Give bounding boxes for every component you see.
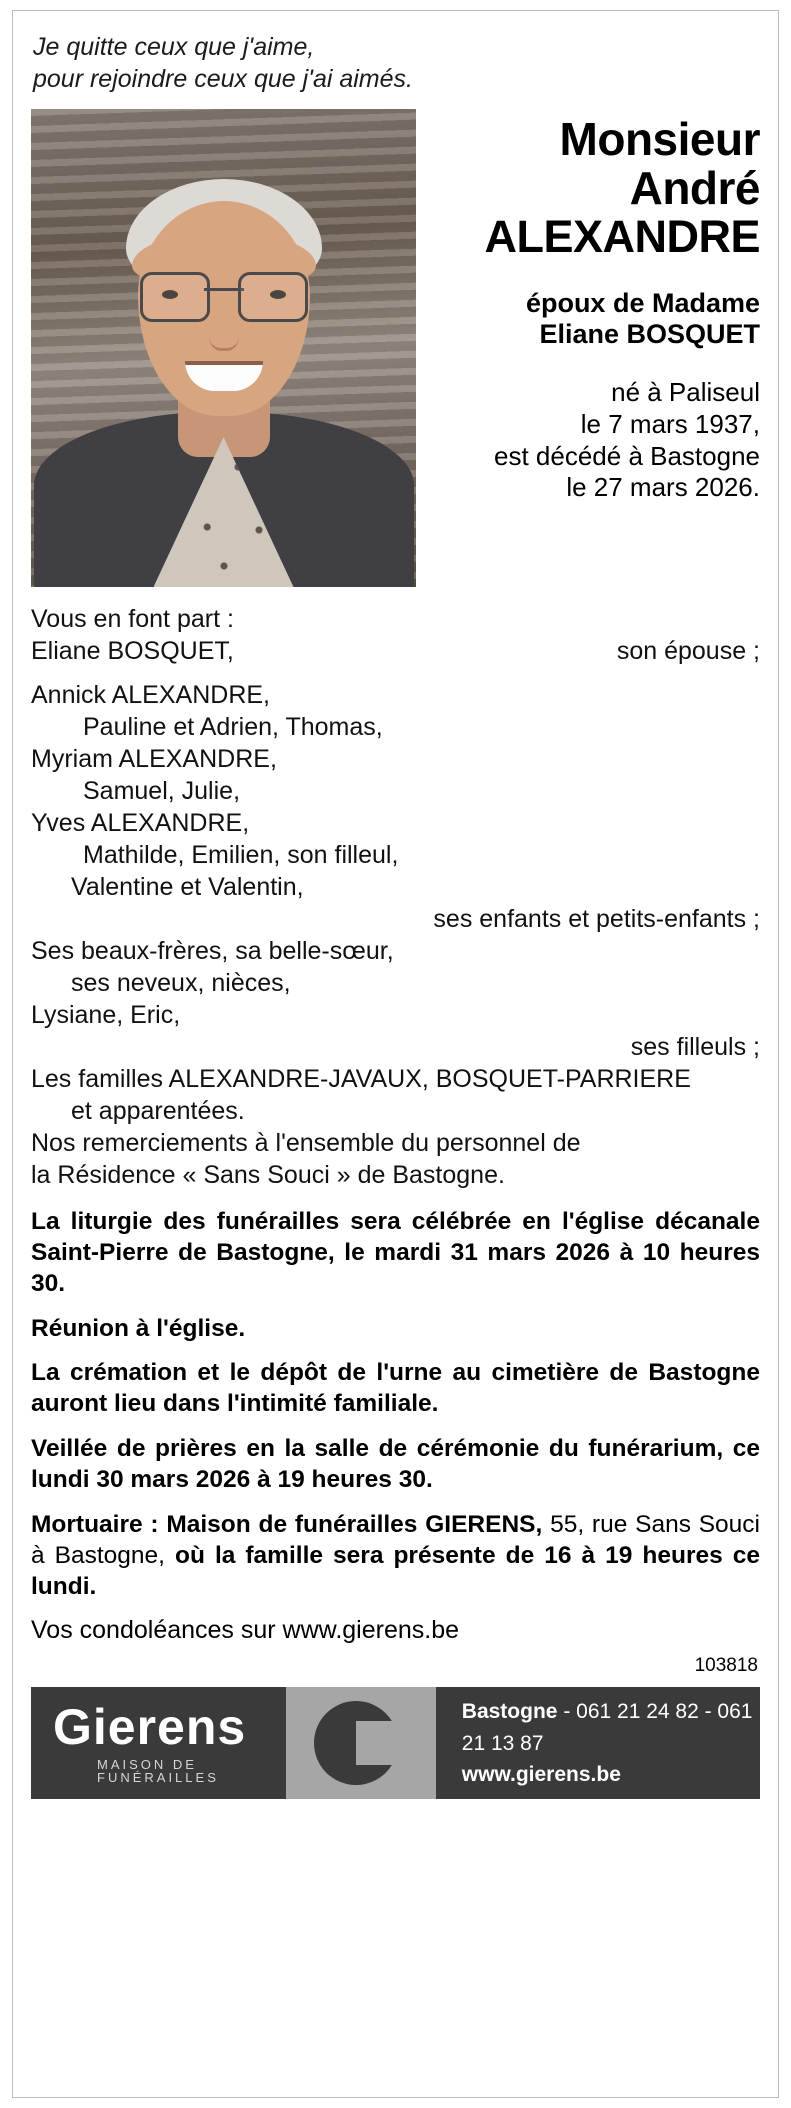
contact-city: Bastogne [461, 1700, 558, 1724]
announcement-block [31, 603, 760, 1191]
epitaph [33, 31, 760, 95]
widow-row [31, 635, 760, 667]
portrait-nose [209, 314, 239, 351]
thanks-1: Nos remerciements à l'ensemble du personnel de [31, 1129, 581, 1157]
contact-phones: - 061 21 24 82 - 061 21 13 87 [461, 1700, 753, 1755]
portrait-photo [31, 109, 416, 587]
thanks-2: la Résidence « Sans Souci » de Bastogne. [31, 1161, 505, 1189]
child-name-1: Annick ALEXANDRE, [31, 681, 270, 709]
spacer-1 [31, 667, 760, 679]
mortuary-info [31, 1510, 760, 1603]
spouse-info [430, 288, 760, 352]
meeting-info: Réunion à l'église. [31, 1314, 246, 1342]
gierens-logo [31, 1699, 268, 1786]
mortuary-address: 55, rue Sans Souci à Bastogne, [31, 1510, 761, 1569]
spouse-name: Eliane BOSQUET [539, 319, 760, 350]
gierens-emblem-icon [286, 1687, 436, 1799]
cremation-info: La crémation et le dépôt de l'urne au cimetière de Bastogne auront lieu dans l'intimité familiale. [31, 1359, 760, 1418]
deceased-name [430, 115, 760, 262]
contact-website[interactable]: www.gierens.be [461, 1763, 621, 1787]
death-date: le 27 mars 2026. [566, 472, 760, 503]
godchildren-role: ses filleuls ; [630, 1033, 760, 1061]
deceased-first-name: André [629, 162, 760, 215]
grandchildren-2: Samuel, Julie, [83, 777, 241, 805]
spouse-label: époux de Madame [525, 287, 760, 318]
mortuary-bold-first: Mortuaire : Maison de funérailles GIERENS, [31, 1510, 543, 1538]
gierens-logo-subtitle: MAISON DE FUNÉRAILLES [97, 1757, 219, 1786]
glasses-lens-left [140, 272, 210, 322]
announcement-intro: Vous en font part : [31, 605, 234, 633]
families-1: Les familles ALEXANDRE-JAVAUX, BOSQUET-PARRIERE [31, 1065, 691, 1093]
header-block [31, 109, 760, 587]
portrait-glasses [140, 272, 308, 318]
obituary-notice [12, 10, 779, 2098]
families-2: et apparentées. [71, 1097, 245, 1125]
gierens-logo-name: Gierens [53, 1699, 247, 1756]
child-name-3: Yves ALEXANDRE, [31, 809, 250, 837]
deceased-title: Monsieur [559, 113, 760, 165]
grandchildren-1: Pauline et Adrien, Thomas, [83, 713, 383, 741]
grandchildren-3: Mathilde, Emilien, son filleul, [83, 841, 399, 869]
birth-date: le 7 mars 1937, [580, 409, 760, 440]
condolences-line[interactable]: Vos condoléances sur www.gierens.be [31, 1616, 460, 1645]
godchildren: Lysiane, Eric, [31, 1001, 181, 1029]
birth-place: né à Paliseul [611, 377, 760, 408]
reference-number: 103818 [694, 1655, 758, 1677]
widow-name: Eliane BOSQUET, [31, 637, 234, 665]
children-role: ses enfants et petits-enfants ; [433, 905, 760, 933]
glasses-lens-right [238, 272, 308, 322]
contact-info [436, 1696, 760, 1791]
deceased-last-name: ALEXANDRE [484, 211, 760, 263]
funeral-home-banner [31, 1687, 760, 1799]
death-place: est décédé à Bastogne [494, 440, 760, 471]
notice-inner [13, 11, 778, 1799]
siblings-in-law-1: Ses beaux-frères, sa belle-sœur, [31, 937, 394, 965]
child-name-2: Myriam ALEXANDRE, [31, 745, 277, 773]
epitaph-line-2: pour rejoindre ceux que j'ai aimés. [33, 65, 413, 93]
vigil-info: Veillée de prières en la salle de cérémonie du funérarium, ce lundi 30 mars 2026 à 19 heures 30. [31, 1435, 760, 1494]
deceased-identity [416, 109, 760, 504]
mortuary-bold-second: où la famille sera présente de 16 à 19 heures ce lundi. [31, 1541, 760, 1600]
grandchildren-extra: Valentine et Valentin, [71, 873, 304, 901]
contact-phones-row [462, 1696, 760, 1759]
widow-role: son épouse ; [616, 637, 760, 665]
epitaph-line-1: Je quitte ceux que j'aime, [33, 33, 315, 61]
life-dates [430, 377, 760, 504]
ceremony-block [31, 1207, 760, 1602]
siblings-in-law-2: ses neveux, nièces, [71, 969, 291, 997]
funeral-info: La liturgie des funérailles sera célébrée en l'église décanale Saint-Pierre de Bastogne, le mardi 31 mars 2026 à 10 heures 30. [31, 1208, 760, 1297]
